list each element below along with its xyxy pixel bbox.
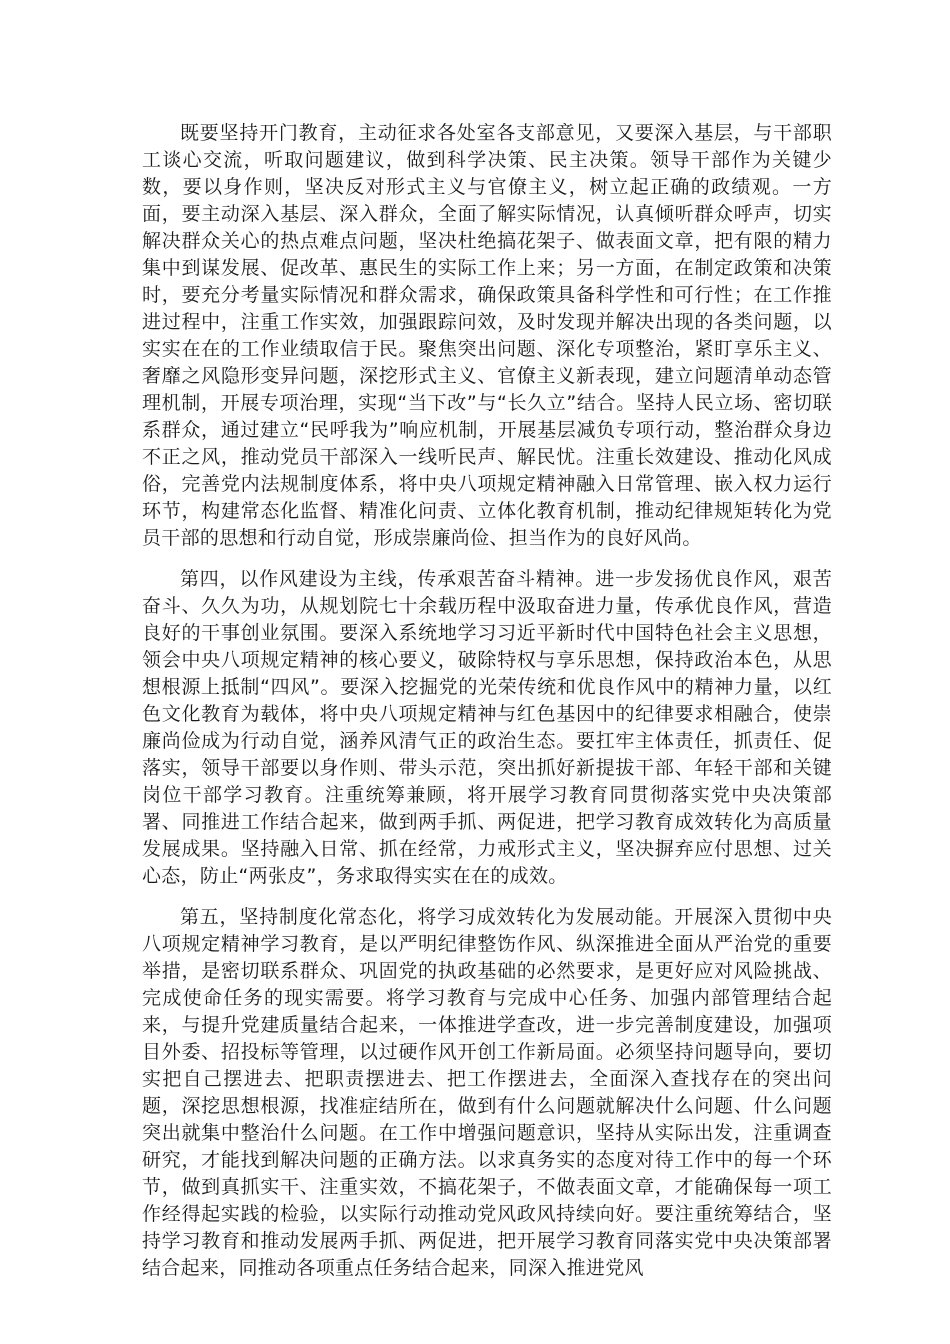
paragraph-2: 第四，以作风建设为主线，传承艰苦奋斗精神。进一步发扬优良作风，艰苦奋斗、久久为功，从规划院七十余载历程中汲取奋进力量，传承优良作风，营造良好的干事创业氛围。要深入系统地学习习近平新时代中国特色社会主义思想，领会中央八项规定精神的核心要义，破除特权与享乐思想，保持政治本色，从思想根源上抵制“四风”。要深入挖掘党的光荣传统和优良作风中的精神力量，以红色文化教育为载体，将中央八项规定精神与红色基因中的纪律要求相融合，使崇廉尚俭成为行动自觉，涵养风清气正的政治生态。要扛牢主体责任，抓责任、促落实，领导干部要以身作则、带头示范，突出抓好新提拔干部、年轻干部和关键岗位干部学习教育。注重统筹兼顾，将开展学习教育同贯彻落实党中央决策部署、同推进工作结合起来，做到两手抓、两促进，把学习教育成效转化为高质量发展成果。坚持融入日常、抓在经常，力戒形式主义，坚决摒弃应付思想、过关心态，防止“两张皮”，务求取得实实在在的成效。: [142, 568, 832, 887]
paragraph-3: 第五，坚持制度化常态化，将学习成效转化为发展动能。开展深入贯彻中央八项规定精神学习教育，是以严明纪律整饬作风、纵深推进全面从严治党的重要举措，是密切联系群众、巩固党的执政基础的必然要求，是更好应对风险挑战、完成使命任务的现实需要。将学习教育与完成中心任务、加强内部管理结合起来，与提升党建质量结合起来，一体推进学查改，进一步完善制度建设，加强项目外委、招投标等管理，以过硬作风开创工作新局面。必须坚持问题导向，要切实把自己摆进去、把职责摆进去、把工作摆进去，全面深入查找存在的突出问题，深挖思想根源，找准症结所在，做到有什么问题就解决什么问题、什么问题突出就集中整治什么问题。在工作中增强问题意识，坚持从实际出发，注重调查研究，才能找到解决问题的正确方法。以求真务实的态度对待工作中的每一个环节，做到真抓实干、注重实效，不搞花架子，不做表面文章，才能确保每一项工作经得起实践的检验，以实际行动推动党风政风持续向好。要注重统筹结合，坚持学习教育和推动发展两手抓、两促进，把开展学习教育同落实党中央决策部署结合起来，同推动各项重点任务结合起来，同深入推进党风: [142, 906, 832, 1279]
paragraph-1: 既要坚持开门教育，主动征求各处室各支部意见，又要深入基层，与干部职工谈心交流，听取问题建议，做到科学决策、民主决策。领导干部作为关键少数，要以身作则，坚决反对形式主义与官僚主义，树立起正确的政绩观。一方面，要主动深入基层、深入群众，全面了解实际情况，认真倾听群众呼声，切实解决群众关心的热点难点问题，坚决杜绝搞花架子、做表面文章，把有限的精力集中到谋发展、促改革、惠民生的实际工作上来；另一方面，在制定政策和决策时，要充分考量实际情况和群众需求，确保政策具备科学性和可行性；在工作推进过程中，注重工作实效，加强跟踪问效，及时发现并解决出现的各类问题，以实实在在的工作业绩取信于民。聚焦突出问题、深化专项整治，紧盯享乐主义、奢靡之风隐形变异问题，深挖形式主义、官僚主义新表现，建立问题清单动态管理机制，开展专项治理，实现“当下改”与“长久立”结合。坚持人民立场、密切联系群众，通过建立“民呼我为”响应机制，开展基层减负专项行动，整治群众身边不正之风，推动党员干部深入一线听民声、解民忧。注重长效建设、推动化风成俗，完善党内法规制度体系，将中央八项规定精神融入日常管理、嵌入权力运行环节，构建常态化监督、精准化问责、立体化教育机制，推动纪律规矩转化为党员干部的思想和行动自觉，形成崇廉尚俭、担当作为的良好风尚。: [142, 122, 832, 549]
document-body: [142, 120, 832, 1296]
